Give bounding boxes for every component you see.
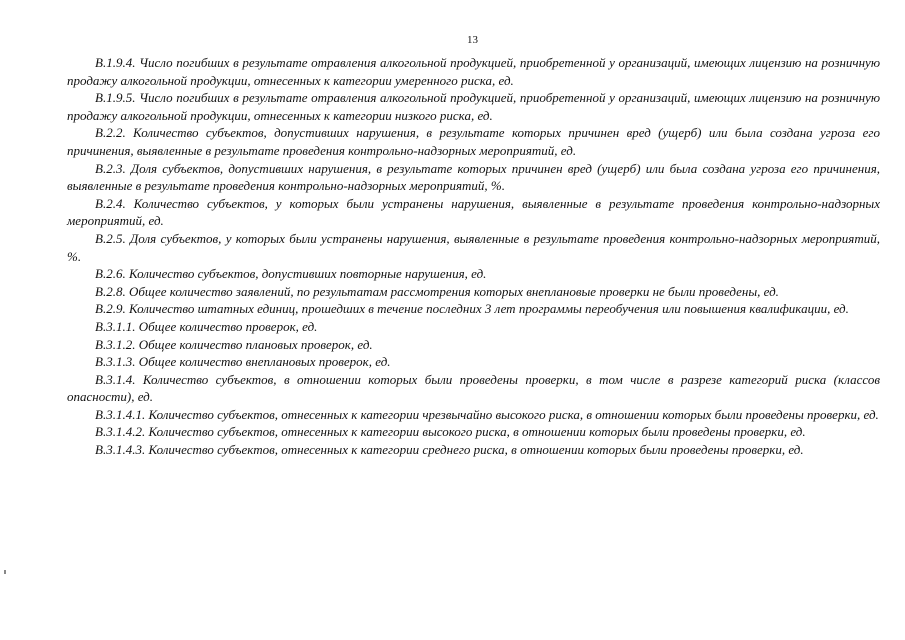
paragraph-b-3-1-1: В.3.1.1. Общее количество проверок, ед. [95,318,318,334]
paragraph-b-1-9-4: В.1.9.4. Число погибших в результате отравления алкогольной продукцией, приобретенной у организаций, имеющих лицензию на розничную продажу алкогольной продукции, отнесенных к категории умеренного риска, ед. [67,55,880,88]
paragraph-b-3-1-4-2: В.3.1.4.2. Количество субъектов, отнесенных к категории высокого риска, в отношении которых были проведены проверки, ед. [95,424,806,440]
paragraph-b-1-9-5: В.1.9.5. Число погибших в результате отравления алкогольной продукцией, приобретенной у организаций, имеющих лицензию на розничную продажу алкогольной продукции, отнесенных к категории низкого риска, ед. [67,90,880,123]
paragraph-b-3-1-4-3: В.3.1.4.3. Количество субъектов, отнесенных к категории среднего риска, в отношении которых были проведены проверки, ед. [95,442,804,458]
paragraph-b-2-2: В.2.2. Количество субъектов, допустивших нарушения, в результате которых причинен вред (ущерб) или была создана угроза его причинения, выявленные в результате проведения контрольно-надзорных мероприятий, ед. [67,125,880,158]
document-body [67,54,880,459]
paragraph-b-3-1-4: В.3.1.4. Количество субъектов, в отношении которых были проведены проверки, в том числе в разрезе категорий риска (классов опасности), ед. [67,371,880,405]
paragraph-b-2-4: В.2.4. Количество субъектов, у которых были устранены нарушения, выявленные в результате проведения контрольно-надзорных мероприятий, ед. [67,195,880,229]
scan-mark [4,570,6,574]
paragraph-b-2-6: В.2.6. Количество субъектов, допустивших повторные нарушения, ед. [95,266,487,282]
paragraph-b-2-8: В.2.8. Общее количество заявлений, по результатам рассмотрения которых внеплановые проверки не были проведены, ед. [95,283,779,299]
paragraph-b-2-9: В.2.9. Количество штатных единиц, прошедших в течение последних 3 лет программы переобучения или повышения квалификации, ед. [95,301,849,317]
paragraph-b-2-3: В.2.3. Доля субъектов, допустивших нарушения, в результате которых причинен вред (ущерб) или была создана угроза его причинения, выявленные в результате проведения контрольно-надзорных мероприятий, %. [67,160,880,194]
paragraph-b-3-1-4-1: В.3.1.4.1. Количество субъектов, отнесенных к категории чрезвычайно высокого риска, в отношении которых были проведены проверки, ед. [95,406,879,422]
paragraph-b-3-1-3: В.3.1.3. Общее количество внеплановых проверок, ед. [95,354,391,370]
page-number: 13 [467,34,478,46]
paragraph-b-2-5: В.2.5. Доля субъектов, у которых были устранены нарушения, выявленные в результате проведения контрольно-надзорных мероприятий, %. [67,230,880,264]
paragraph-b-3-1-2: В.3.1.2. Общее количество плановых проверок, ед. [95,336,373,352]
